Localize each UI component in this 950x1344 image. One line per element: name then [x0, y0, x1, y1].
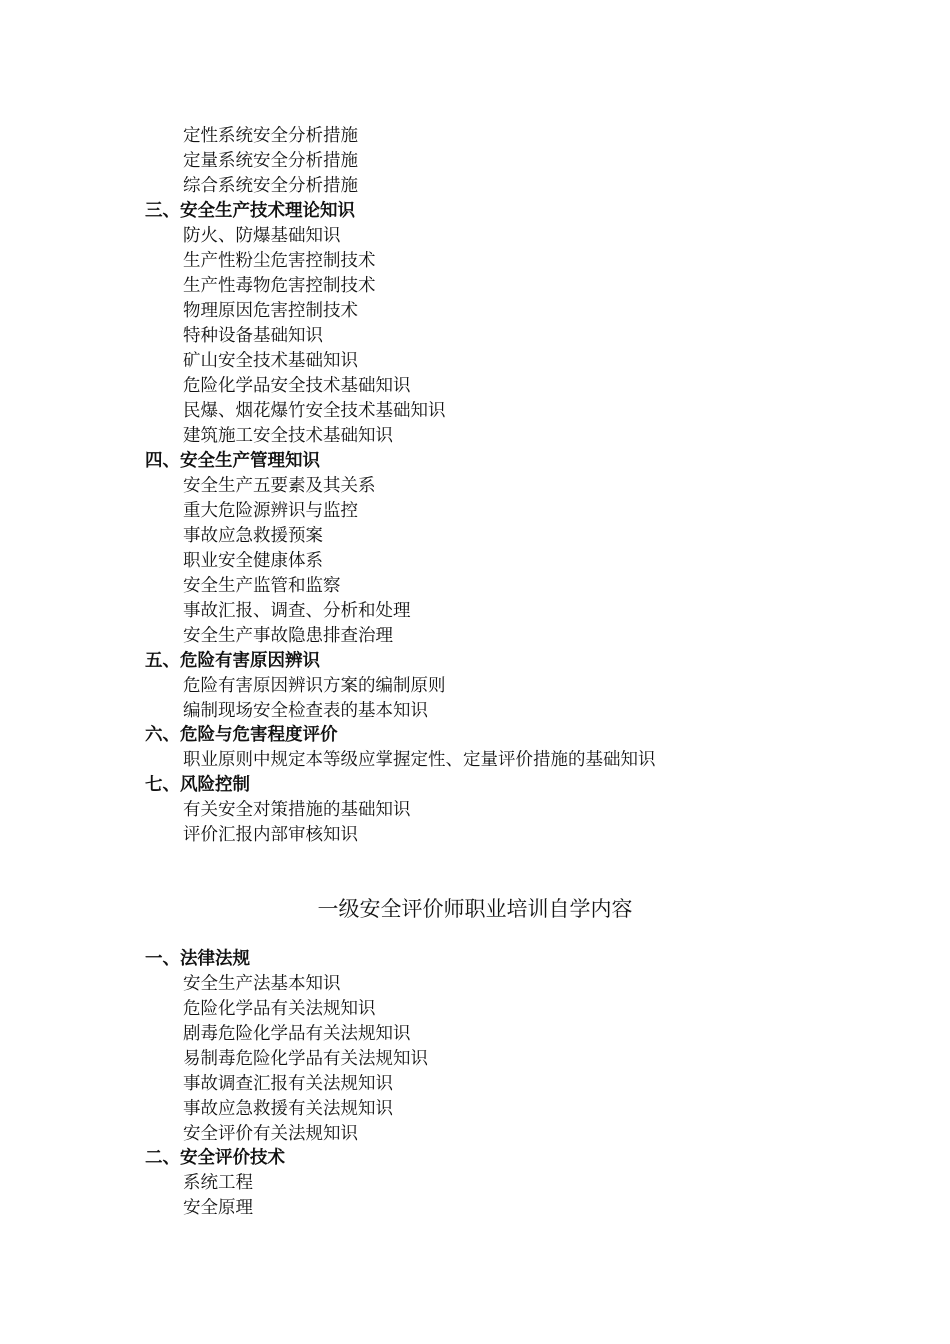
section-heading: 四、安全生产管理知识 — [145, 451, 320, 471]
list-item: 事故调查汇报有关法规知识 — [183, 1074, 393, 1094]
list-item: 易制毒危险化学品有关法规知识 — [183, 1049, 428, 1069]
list-item: 定性系统安全分析措施 — [183, 126, 358, 146]
list-item: 生产性毒物危害控制技术 — [183, 276, 376, 296]
section-heading: 六、危险与危害程度评价 — [145, 725, 338, 745]
list-item: 安全评价有关法规知识 — [183, 1124, 358, 1144]
list-item: 定量系统安全分析措施 — [183, 151, 358, 171]
list-item: 事故汇报、调查、分析和处理 — [183, 601, 411, 621]
list-item: 危险化学品有关法规知识 — [183, 999, 376, 1019]
list-item: 矿山安全技术基础知识 — [183, 351, 358, 371]
list-item: 安全生产事故隐患排查治理 — [183, 626, 393, 646]
document-title: 一级安全评价师职业培训自学内容 — [317, 897, 633, 921]
list-item: 系统工程 — [183, 1173, 253, 1193]
list-item: 剧毒危险化学品有关法规知识 — [183, 1024, 411, 1044]
list-item: 有关安全对策措施的基础知识 — [183, 800, 411, 820]
list-item: 事故应急救援有关法规知识 — [183, 1099, 393, 1119]
section-heading: 一、法律法规 — [145, 949, 250, 969]
list-item: 防火、防爆基础知识 — [183, 226, 341, 246]
list-item: 危险化学品安全技术基础知识 — [183, 376, 411, 396]
section-heading: 七、风险控制 — [145, 775, 250, 795]
section-heading: 二、安全评价技术 — [145, 1148, 285, 1168]
list-item: 事故应急救援预案 — [183, 526, 323, 546]
list-item: 物理原因危害控制技术 — [183, 301, 358, 321]
list-item: 生产性粉尘危害控制技术 — [183, 251, 376, 271]
list-item: 危险有害原因辨识方案的编制原则 — [183, 676, 446, 696]
list-item: 安全生产五要素及其关系 — [183, 476, 376, 496]
list-item: 民爆、烟花爆竹安全技术基础知识 — [183, 401, 446, 421]
list-item: 安全生产监管和监察 — [183, 576, 341, 596]
list-item: 重大危险源辨识与监控 — [183, 501, 358, 521]
list-item: 建筑施工安全技术基础知识 — [183, 426, 393, 446]
list-item: 安全原理 — [183, 1198, 253, 1218]
list-item: 安全生产法基本知识 — [183, 974, 341, 994]
section-heading: 五、危险有害原因辨识 — [145, 651, 320, 671]
list-item: 职业原则中规定本等级应掌握定性、定量评价措施的基础知识 — [183, 750, 656, 770]
list-item: 评价汇报内部审核知识 — [183, 825, 358, 845]
list-item: 特种设备基础知识 — [183, 326, 323, 346]
list-item: 编制现场安全检查表的基本知识 — [183, 701, 428, 721]
list-item: 职业安全健康体系 — [183, 551, 323, 571]
list-item: 综合系统安全分析措施 — [183, 176, 358, 196]
section-heading: 三、安全生产技术理论知识 — [145, 201, 355, 221]
